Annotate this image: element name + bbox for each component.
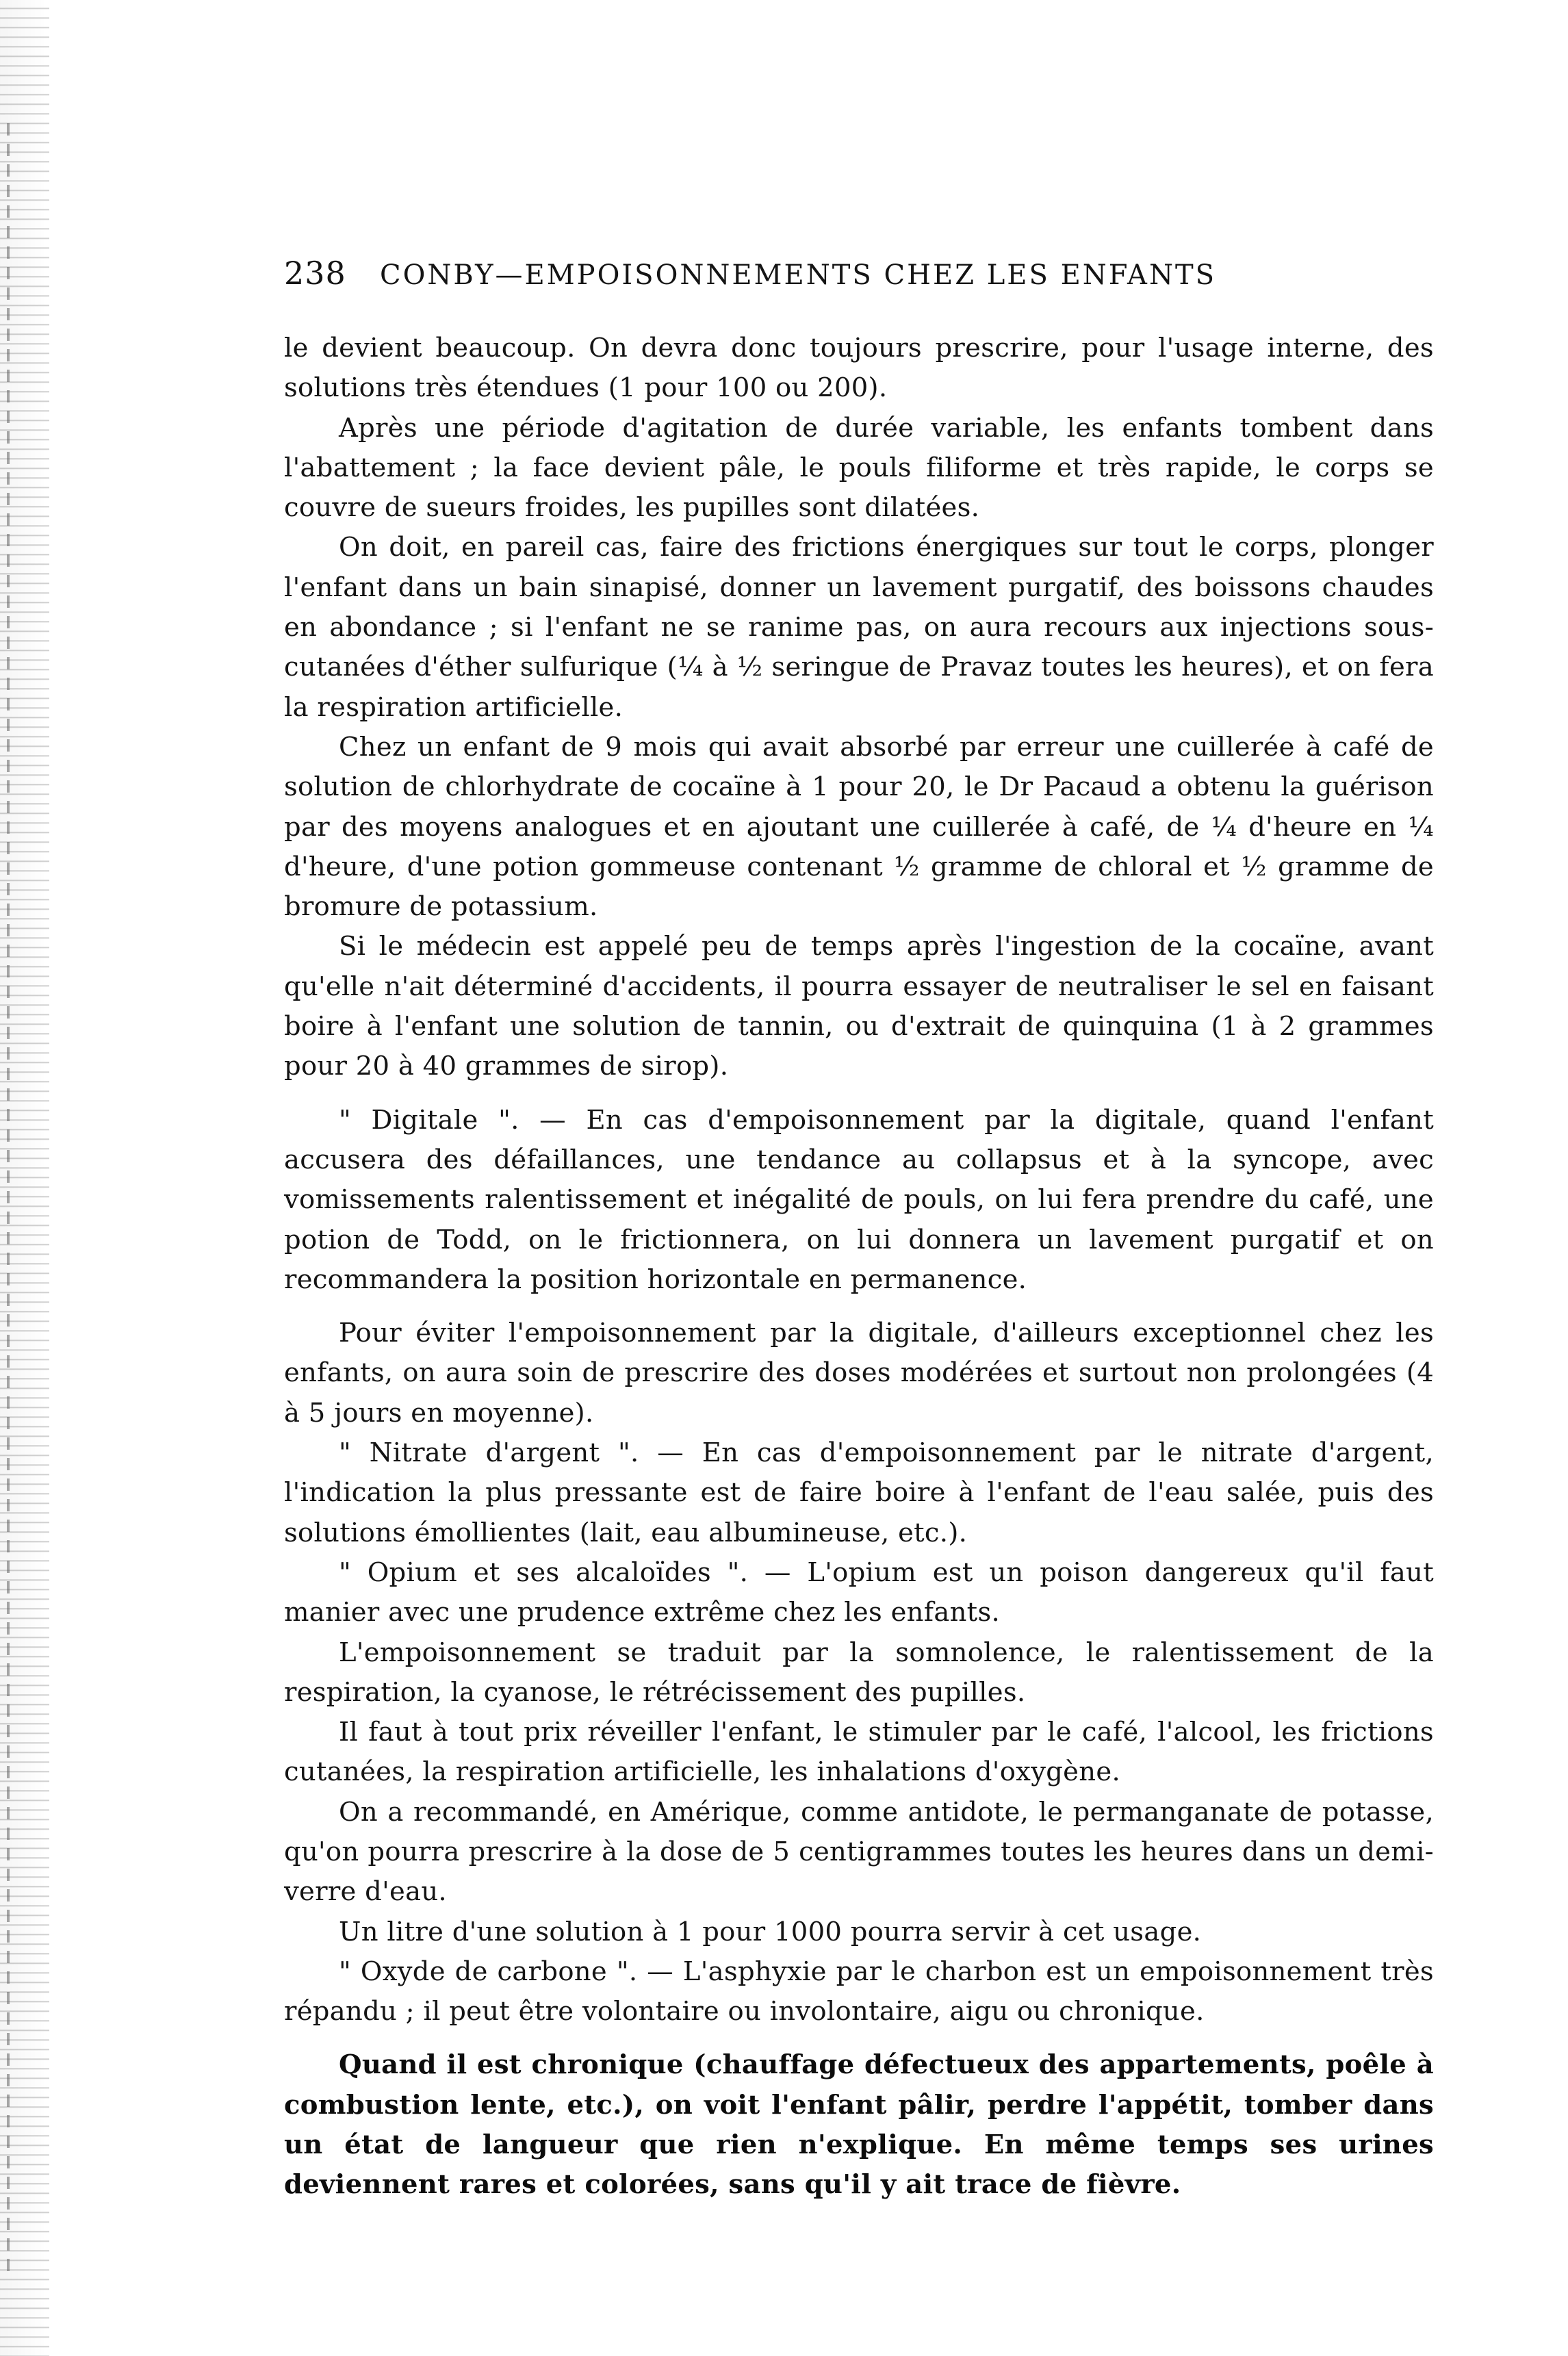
paragraph-opium: " Opium et ses alcaloïdes ". — L'opium est un poison dangereux qu'il faut manier avec une prudence extrême chez les enfants. xyxy=(284,1557,1434,1628)
paragraph: Si le médecin est appelé peu de temps après l'ingestion de la cocaïne, avant qu'elle n'ait déterminé d'accidents, il pourra essayer de neutraliser le sel en faisant boire à l'enfant une solution de tannin, ou d'extrait de quinquina (1 à 2 grammes pour 20 à 40 grammes de sirop). xyxy=(284,931,1434,1082)
paragraph: Chez un enfant de 9 mois qui avait absorbé par erreur une cuillerée à café de solution de chlorhydrate de cocaïne à 1 pour 20, le Dr Pacaud a obtenu la guérison par des moyens analogues et en ajoutant une cuillerée à café, de ¼ d'heure en ¼ d'heure, d'une potion gommeuse contenant ½ gramme de chloral et ½ gramme de bromure de potassium. xyxy=(284,731,1434,923)
paragraph: Quand il est chronique (chauffage défectueux des appartements, poêle à combustion lente, etc.), on voit l'enfant pâlir, perdre l'appétit, tomber dans un état de langueur que rien n'explique. En même temps ses urines deviennent rares et colorées, sans qu'il y ait trace de fièvre. xyxy=(284,2049,1434,2201)
paragraph: Après une période d'agitation de durée variable, les enfants tombent dans l'abattement ; la face devient pâle, le pouls filiforme et très rapide, le corps se couvre de sueurs froides, les pupilles sont dilatées. xyxy=(284,412,1434,524)
page-number: 238 xyxy=(284,255,346,292)
scan-margin-artifact xyxy=(0,0,49,2356)
running-title: CONBY—EMPOISONNEMENTS CHEZ LES ENFANTS xyxy=(380,259,1217,291)
paragraph-oxyde-carbone: " Oxyde de carbone ". — L'asphyxie par le charbon est un empoisonnement très répandu ; il peut être volontaire ou involontaire, aigu ou chronique. xyxy=(284,1956,1434,2027)
paragraph: On doit, en pareil cas, faire des frictions énergiques sur tout le corps, plonger l'enfant dans un bain sinapisé, donner un lavement purgatif, des boissons chaudes en abondance ; si l'enfant ne se ranime pas, on aura recours aux injections sous-cutanées d'éther sulfurique (¼ à ½ seringue de Pravaz toutes les heures), et on fera la respiration artificielle. xyxy=(284,532,1434,723)
paragraph: Un litre d'une solution à 1 pour 1000 pourra servir à cet usage. xyxy=(339,1916,1202,1947)
paragraph: L'empoisonnement se traduit par la somnolence, le ralentissement de la respiration, la cyanose, le rétrécissement des pupilles. xyxy=(284,1637,1434,1708)
paragraph: Pour éviter l'empoisonnement par la digitale, d'ailleurs exceptionnel chez les enfants, on aura soin de prescrire des doses modérées et surtout non prolongées (4 à 5 jours en moyenne). xyxy=(284,1318,1434,1429)
paragraph-nitrate-argent: " Nitrate d'argent ". — En cas d'empoisonnement par le nitrate d'argent, l'indication la plus pressante est de faire boire à l'enfant de l'eau salée, puis des solutions émollientes (lait, eau albumineuse, etc.). xyxy=(284,1437,1434,1548)
paragraph: Il faut à tout prix réveiller l'enfant, le stimuler par le café, l'alcool, les frictions cutanées, la respiration artificielle, les inhalations d'oxygène. xyxy=(284,1717,1434,1788)
paragraph: On a recommandé, en Amérique, comme antidote, le permanganate de potasse, qu'on pourra prescrire à la dose de 5 centigrammes toutes les heures dans un demi-verre d'eau. xyxy=(284,1796,1434,1908)
body-text xyxy=(284,329,1434,2205)
page-header xyxy=(284,255,1290,296)
paragraph-digitale: " Digitale ". — En cas d'empoisonnement par la digitale, quand l'enfant accusera des défaillances, une tendance au collapsus et à la syncope, avec vomissements ralentissement et inégalité de pouls, on lui fera prendre du café, une potion de Todd, on le frictionnera, on lui donnera un lavement purgatif et on recommandera la position horizontale en permanence. xyxy=(284,1104,1434,1295)
paragraph-continuation: le devient beaucoup. On devra donc toujours prescrire, pour l'usage interne, des solutions très étendues (1 pour 100 ou 200). xyxy=(284,333,1434,404)
